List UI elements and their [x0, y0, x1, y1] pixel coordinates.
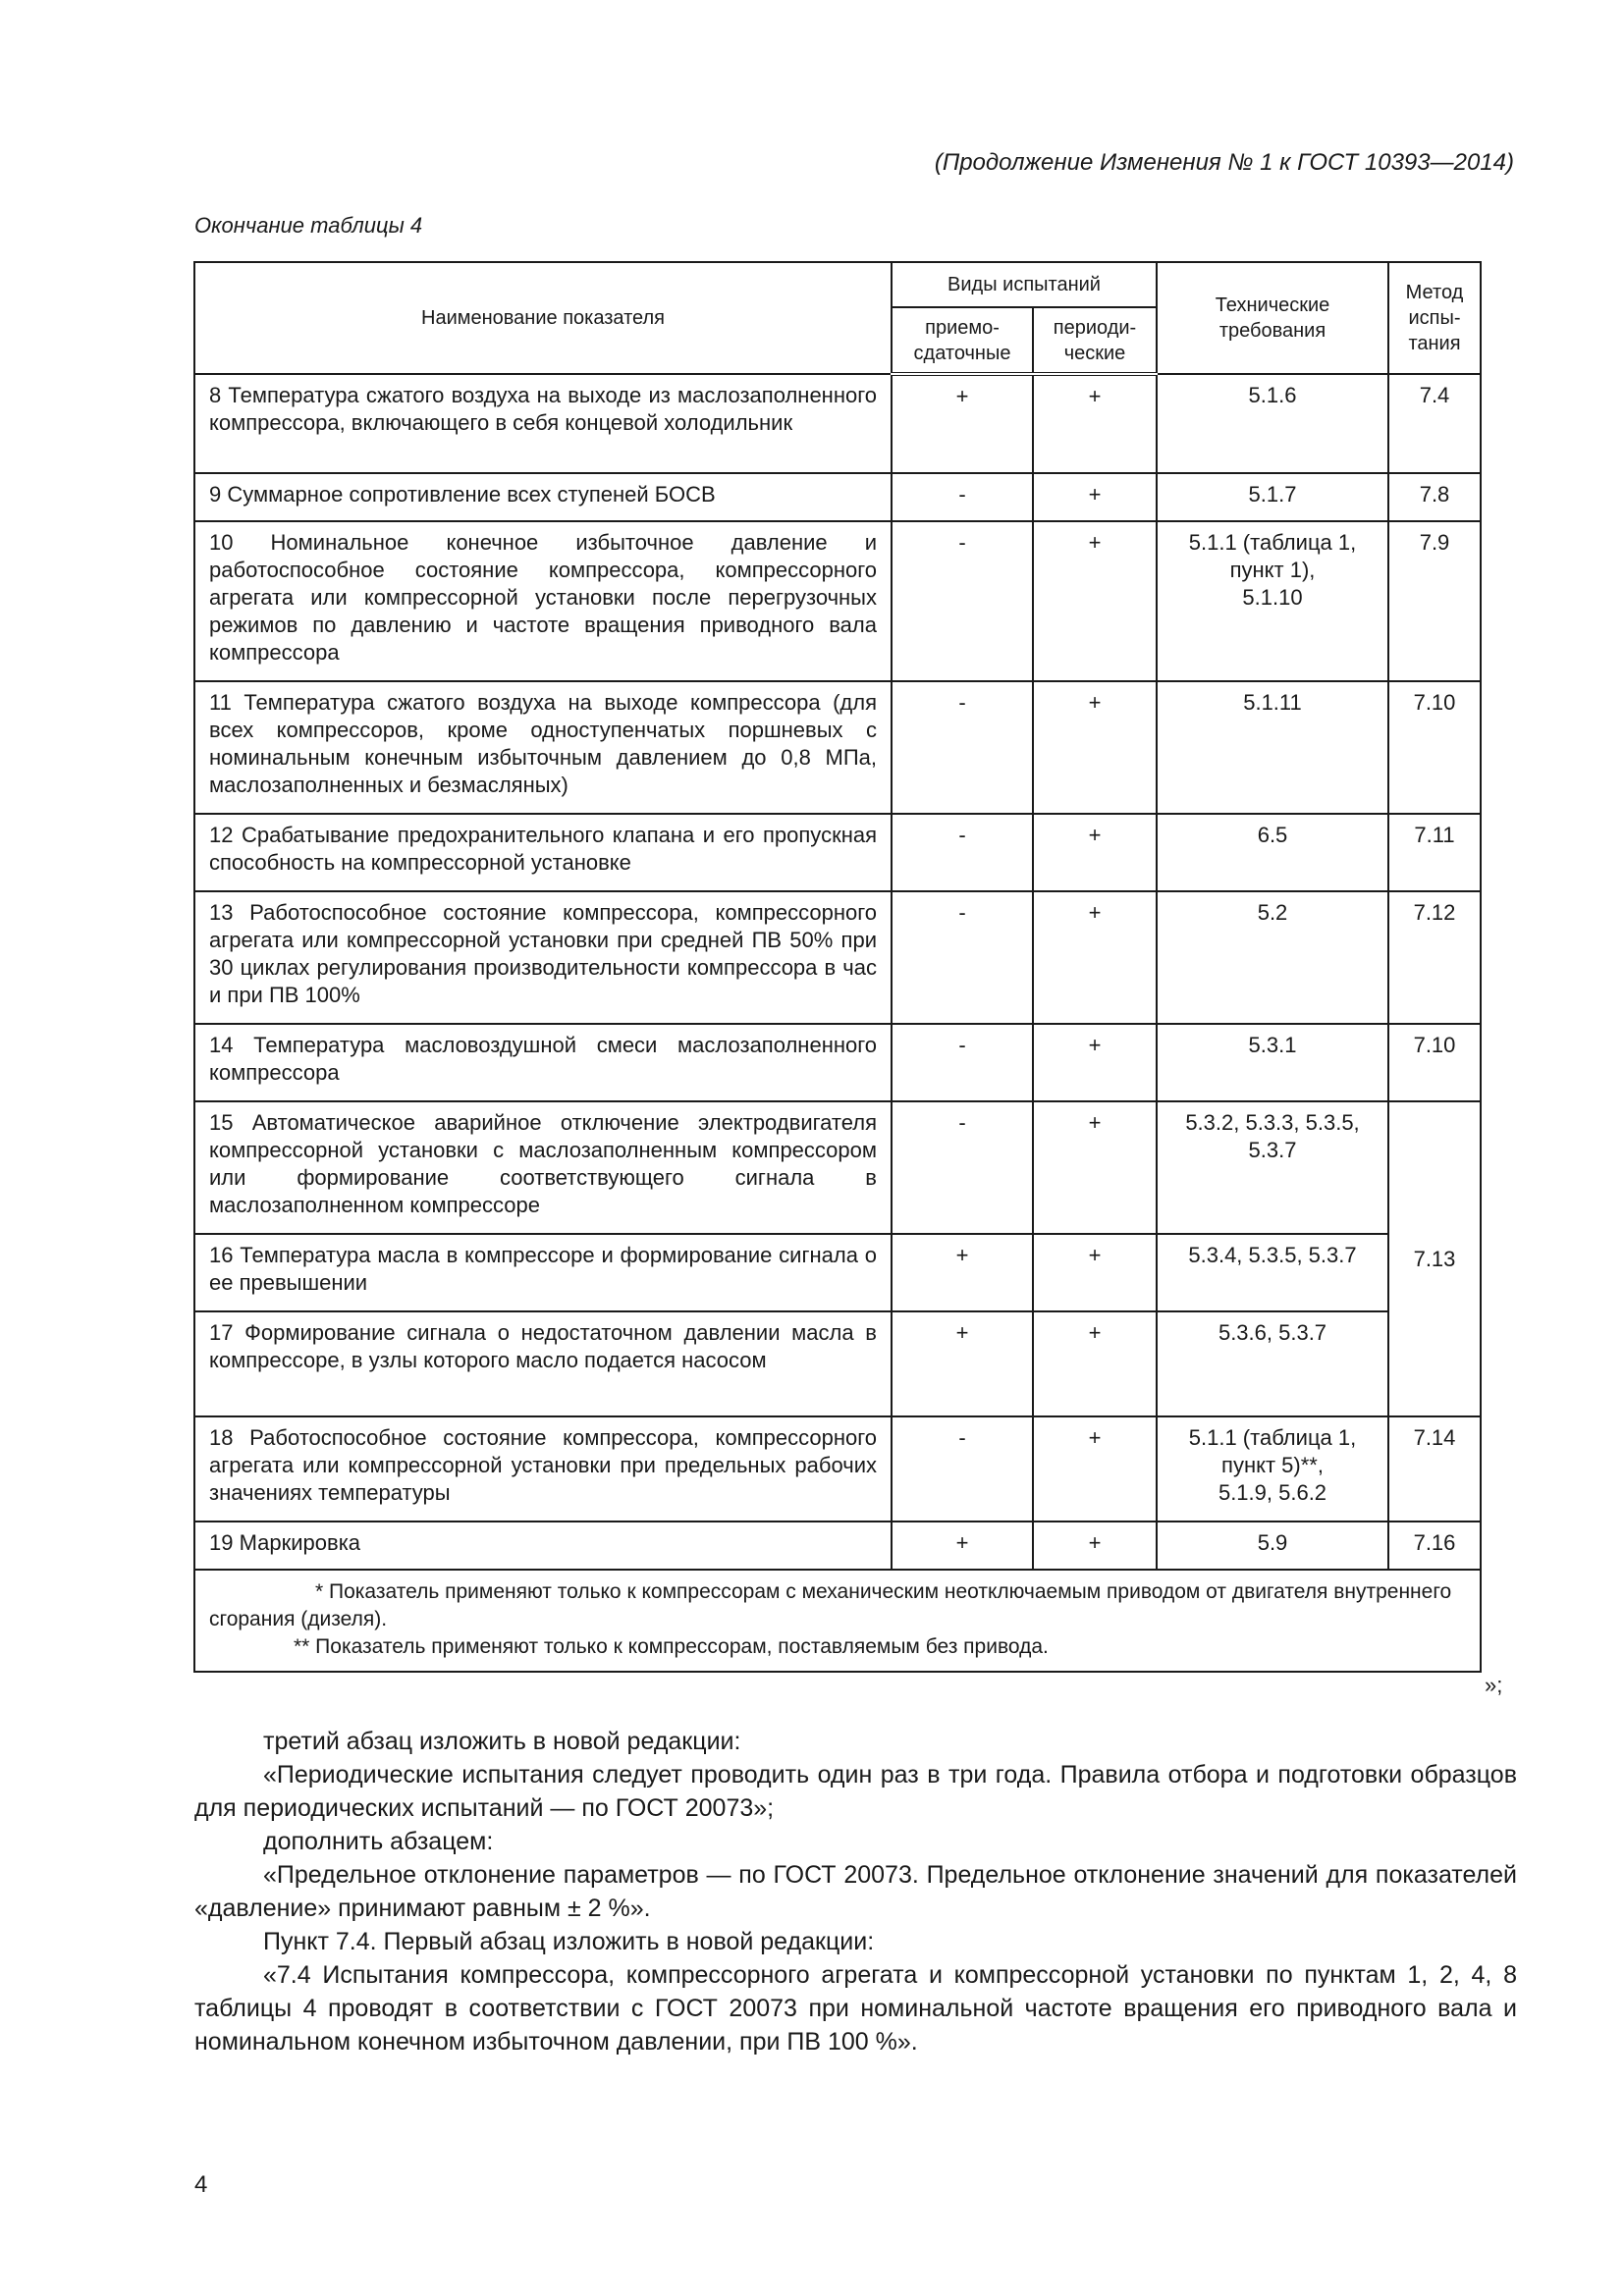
header-test-types: Виды испытаний: [892, 262, 1157, 307]
header-periodic: периоди- ческие: [1033, 307, 1157, 374]
row-acceptance: -: [892, 681, 1033, 814]
row-requirements: 5.1.11: [1157, 681, 1388, 814]
row-method: 7.9: [1388, 521, 1481, 681]
row-requirements: 5.2: [1157, 891, 1388, 1024]
row-acceptance: -: [892, 814, 1033, 891]
row-acceptance: +: [892, 374, 1033, 473]
row-acceptance: -: [892, 1101, 1033, 1234]
row-periodic: +: [1033, 1416, 1157, 1522]
row-method: 7.8: [1388, 473, 1481, 521]
row-requirements: 6.5: [1157, 814, 1388, 891]
table-row: [194, 891, 1481, 1024]
table-row: [194, 1522, 1481, 1570]
row-acceptance: -: [892, 1416, 1033, 1522]
row-method: 7.16: [1388, 1522, 1481, 1570]
quote-closer: »;: [1485, 1673, 1503, 1697]
row-name: 15 Автоматическое аварийное отключение электродвигателя компрессорной установки с маслозаполненным компрессором или формирование соответствующего сигнала в маслозаполненном компрессоре: [194, 1101, 892, 1234]
row-method: 7.11: [1388, 814, 1481, 891]
row-name: 8 Температура сжатого воздуха на выходе из маслозаполненного компрессора, включающего в себя концевой холодильник: [194, 374, 892, 473]
row-requirements: 5.9: [1157, 1522, 1388, 1570]
body-text: [194, 1725, 1517, 2058]
footnote-1: * Показатель применяют только к компрессорам с механическим неотключаемым приводом от двигателя внутреннего сгорания (дизеля).: [209, 1580, 1452, 1630]
row-name: 13 Работоспособное состояние компрессора, компрессорного агрегата или компрессорной установки при средней ПВ 50% при 30 циклах регулирования производительности компрессора в час и при ПВ 100%: [194, 891, 892, 1024]
table-row: [194, 1024, 1481, 1101]
paragraph: «7.4 Испытания компрессора, компрессорного агрегата и компрессорной установки по пунктам 1, 2, 4, 8 таблицы 4 проводят в соответствии с ГОСТ 20073 при номинальной частоте вращения его приводного вала и номинальном конечном избыточном давлении, при ПВ 100 %».: [194, 1961, 1517, 2056]
header-method: Метод испы- тания: [1388, 262, 1481, 374]
row-acceptance: -: [892, 473, 1033, 521]
header-acceptance: приемо- сдаточные: [892, 307, 1033, 374]
row-periodic: +: [1033, 374, 1157, 473]
header-name: Наименование показателя: [194, 262, 892, 374]
row-name: 12 Срабатывание предохранительного клапана и его пропускная способность на компрессорной установке: [194, 814, 892, 891]
row-periodic: +: [1033, 1522, 1157, 1570]
row-periodic: +: [1033, 891, 1157, 1024]
continuation-header: (Продолжение Изменения № 1 к ГОСТ 10393—2014): [934, 149, 1514, 176]
row-acceptance: -: [892, 521, 1033, 681]
row-requirements: 5.1.6: [1157, 374, 1388, 473]
row-name: 19 Маркировка: [194, 1522, 892, 1570]
table-row: [194, 521, 1481, 681]
row-acceptance: +: [892, 1311, 1033, 1416]
row-requirements: 5.3.6, 5.3.7: [1157, 1311, 1388, 1416]
table-row: [194, 1101, 1481, 1234]
row-acceptance: -: [892, 1024, 1033, 1101]
header-requirements: Технические требования: [1157, 262, 1388, 374]
row-requirements: 5.1.1 (таблица 1, пункт 1), 5.1.10: [1157, 521, 1388, 681]
paragraph: дополнить абзацем:: [263, 1828, 494, 1855]
row-periodic: +: [1033, 1311, 1157, 1416]
requirements-table: [193, 261, 1482, 1673]
paragraph: Пункт 7.4. Первый абзац изложить в новой редакции:: [263, 1928, 875, 1955]
row-requirements: 5.3.2, 5.3.3, 5.3.5, 5.3.7: [1157, 1101, 1388, 1234]
row-name: 9 Суммарное сопротивление всех ступеней БОСВ: [194, 473, 892, 521]
row-method: 7.4: [1388, 374, 1481, 473]
table-row: [194, 814, 1481, 891]
row-periodic: +: [1033, 1234, 1157, 1311]
row-acceptance: -: [892, 891, 1033, 1024]
row-name: 11 Температура сжатого воздуха на выходе компрессора (для всех компрессоров, кроме одноступенчатых поршневых с номинальным конечным избыточным давлением до 0,8 МПа, маслозаполненных и безмасляных): [194, 681, 892, 814]
row-acceptance: +: [892, 1234, 1033, 1311]
paragraph: третий абзац изложить в новой редакции:: [263, 1728, 741, 1755]
paragraph: «Предельное отклонение параметров — по ГОСТ 20073. Предельное отклонение значений для показателей «давление» принимают равным ± 2 %».: [194, 1861, 1517, 1922]
table-row: [194, 1311, 1481, 1416]
row-acceptance: +: [892, 1522, 1033, 1570]
row-method: 7.12: [1388, 891, 1481, 1024]
row-name: 17 Формирование сигнала о недостаточном давлении масла в компрессоре, в узлы которого масло подается насосом: [194, 1311, 892, 1416]
footnote-row: [194, 1570, 1481, 1672]
row-method: 7.10: [1388, 681, 1481, 814]
row-name: 10 Номинальное конечное избыточное давление и работоспособное состояние компрессора, компрессорного агрегата или компрессорной установки после перегрузочных режимов по давлению и частоте вращения приводного вала компрессора: [194, 521, 892, 681]
table-row: [194, 1234, 1481, 1311]
page-number: 4: [194, 2171, 208, 2198]
table-row: [194, 681, 1481, 814]
row-periodic: +: [1033, 814, 1157, 891]
footnote-2: ** Показатель применяют только к компрессорам, поставляемым без привода.: [294, 1635, 1049, 1658]
table-caption: Окончание таблицы 4: [194, 213, 423, 238]
table-row: [194, 1416, 1481, 1522]
row-periodic: +: [1033, 521, 1157, 681]
row-name: 16 Температура масла в компрессоре и формирование сигнала о ее превышении: [194, 1234, 892, 1311]
row-requirements: 5.3.4, 5.3.5, 5.3.7: [1157, 1234, 1388, 1311]
row-periodic: +: [1033, 681, 1157, 814]
row-periodic: +: [1033, 473, 1157, 521]
row-periodic: +: [1033, 1101, 1157, 1234]
row-method: 7.14: [1388, 1416, 1481, 1522]
row-requirements: 5.3.1: [1157, 1024, 1388, 1101]
paragraph: «Периодические испытания следует проводить один раз в три года. Правила отбора и подготовки образцов для периодических испытаний — по ГОСТ 20073»;: [194, 1761, 1517, 1822]
row-method: 7.10: [1388, 1024, 1481, 1101]
table-row: [194, 473, 1481, 521]
row-requirements: 5.1.7: [1157, 473, 1388, 521]
row-method: 7.13: [1388, 1101, 1481, 1416]
table-footnotes: [194, 1570, 1481, 1672]
row-requirements: 5.1.1 (таблица 1, пункт 5)**, 5.1.9, 5.6.2: [1157, 1416, 1388, 1522]
row-periodic: +: [1033, 1024, 1157, 1101]
table-row: [194, 374, 1481, 473]
row-name: 18 Работоспособное состояние компрессора, компрессорного агрегата или компрессорной установки при предельных рабочих значениях температуры: [194, 1416, 892, 1522]
row-name: 14 Температура масловоздушной смеси маслозаполненного компрессора: [194, 1024, 892, 1101]
